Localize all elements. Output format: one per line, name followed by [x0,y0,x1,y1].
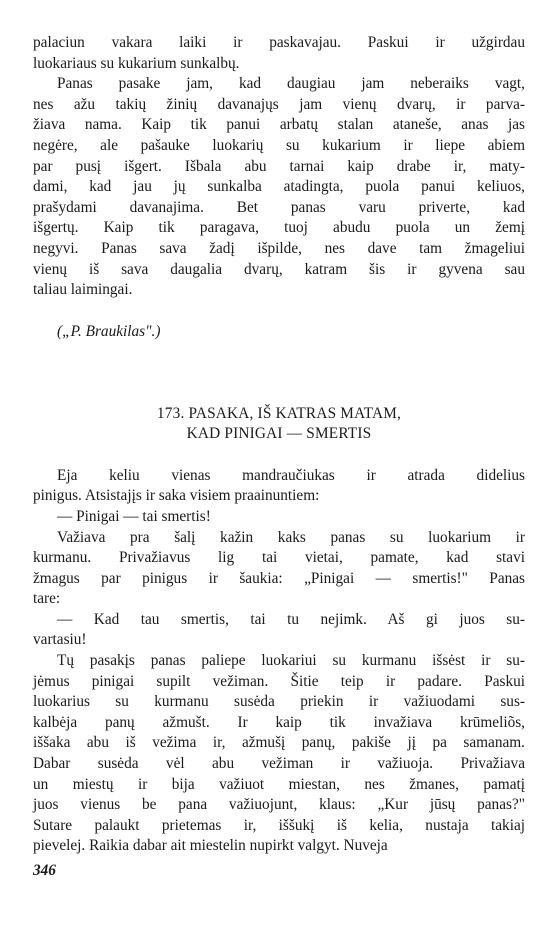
text-line: palaciun vakara laiki ir paskavajau. Paskui ir užgirdau [33,34,525,51]
text-line: tare: [33,590,61,608]
text-line: taliau laimingai. [33,281,133,299]
paragraph [33,507,525,528]
text-line: vartasiu! [33,631,87,649]
source-citation: („P. Braukilas".) [57,322,161,340]
text-line: jėmus pinigai supilt vežiman. Šitie teip ir padare. Paskui [33,672,525,690]
text-line: vienų iš sava daugalia dvarų, katram šis ir gyvena sau [33,260,525,278]
text-line: žiava nama. Kaip tik panui arbatų stalan ataneše, anas jas [33,116,525,134]
text-line: kalbėja panų ažmušt. Ir kaip tik invažiava krūmeliõs, [33,713,525,731]
paragraph [33,74,525,301]
page-number: 346 [33,862,56,879]
text-line: negyvi. Panas sava žadį išpilde, nes dave tam žmageliui [33,239,525,257]
text-line: Panas pasake jam, kad daugiau jam neberaiks vagt, [57,75,525,93]
story-heading-line-2: KAD PINIGAI — SMERTIS [186,424,372,442]
text-line: Sutare palaukt prietemas ir, iššukį iš kelia, nustaja takiaj [33,816,525,834]
text-line: nes ažu takių žinių davanajųs jam vienų dvarų, ir parva- [33,95,525,113]
text-line: išgertų. Kaip tik paragava, tuoj abudu puola un žemį [33,219,525,237]
paragraph [33,466,525,507]
text-line: Tų pasakįs panas paliepe luokariui su kurmanu išsėst ir su- [57,652,525,670]
paragraph [33,651,525,857]
text-line: Važiava pra šalį kažin kaks panas su luokarium ir [57,528,525,546]
text-line: negėre, ale pašauke luokarių su kukarium ir liepe abiem [33,136,525,154]
text-line: un miestų ir bija važiuot miestan, nes žmanes, pamatį [33,775,525,793]
book-page [33,33,525,857]
paragraph [33,610,525,651]
story-text-block [33,466,525,857]
text-line: — Pinigai — tai smertis! [57,507,211,525]
text-line: juos vienus be pana važiuojunt, klaus: „Kur jūsų panas?" [33,796,525,814]
intro-text-block [33,33,525,301]
text-line: iššaka abu iš vežima ir, ažmušį panų, pakiše jį pa samanam. [33,734,525,752]
text-line: prašydami davanajima. Bet panas varu priverte, kad [33,198,525,216]
story-heading [33,404,525,444]
text-line: pievelej. Raikia dabar ait miestelin nupirkt valgyt. Nuveja [33,837,388,855]
text-line: kurmanu. Privažiavus lig tai vietai, pamate, kad stavi [33,549,525,567]
paragraph [33,528,525,610]
paragraph [33,33,525,74]
text-line: dami, kad jau jų sunkalba atadingta, puola panui keliuos, [33,178,525,196]
text-line: Dabar susėda vėl abu vežiman ir važiuoja. Privažiava [33,755,525,773]
text-line: žmagus par pinigus ir šaukia: „Pinigai — smertis!" Panas [33,569,525,587]
text-line: pinigus. Atsistajįs ir saka visiem praainuntiem: [33,487,320,505]
text-line: — Kad tau smertis, tai tu nejimk. Aš gi juos su- [57,610,525,628]
story-heading-line-1: 173. PASAKA, IŠ KATRAS MATAM, [156,404,402,422]
text-line: luokariaus su kukarium sunkalbų. [33,54,240,72]
text-line: luokarius su kurmanu susėda priekin ir važiuodami sus- [33,693,525,711]
text-line: Eja keliu vienas mandraučiukas ir atrada didelius [57,466,525,484]
text-line: par pusį išgert. Išbala abu tarnai kaip drabe ir, maty- [33,157,525,175]
